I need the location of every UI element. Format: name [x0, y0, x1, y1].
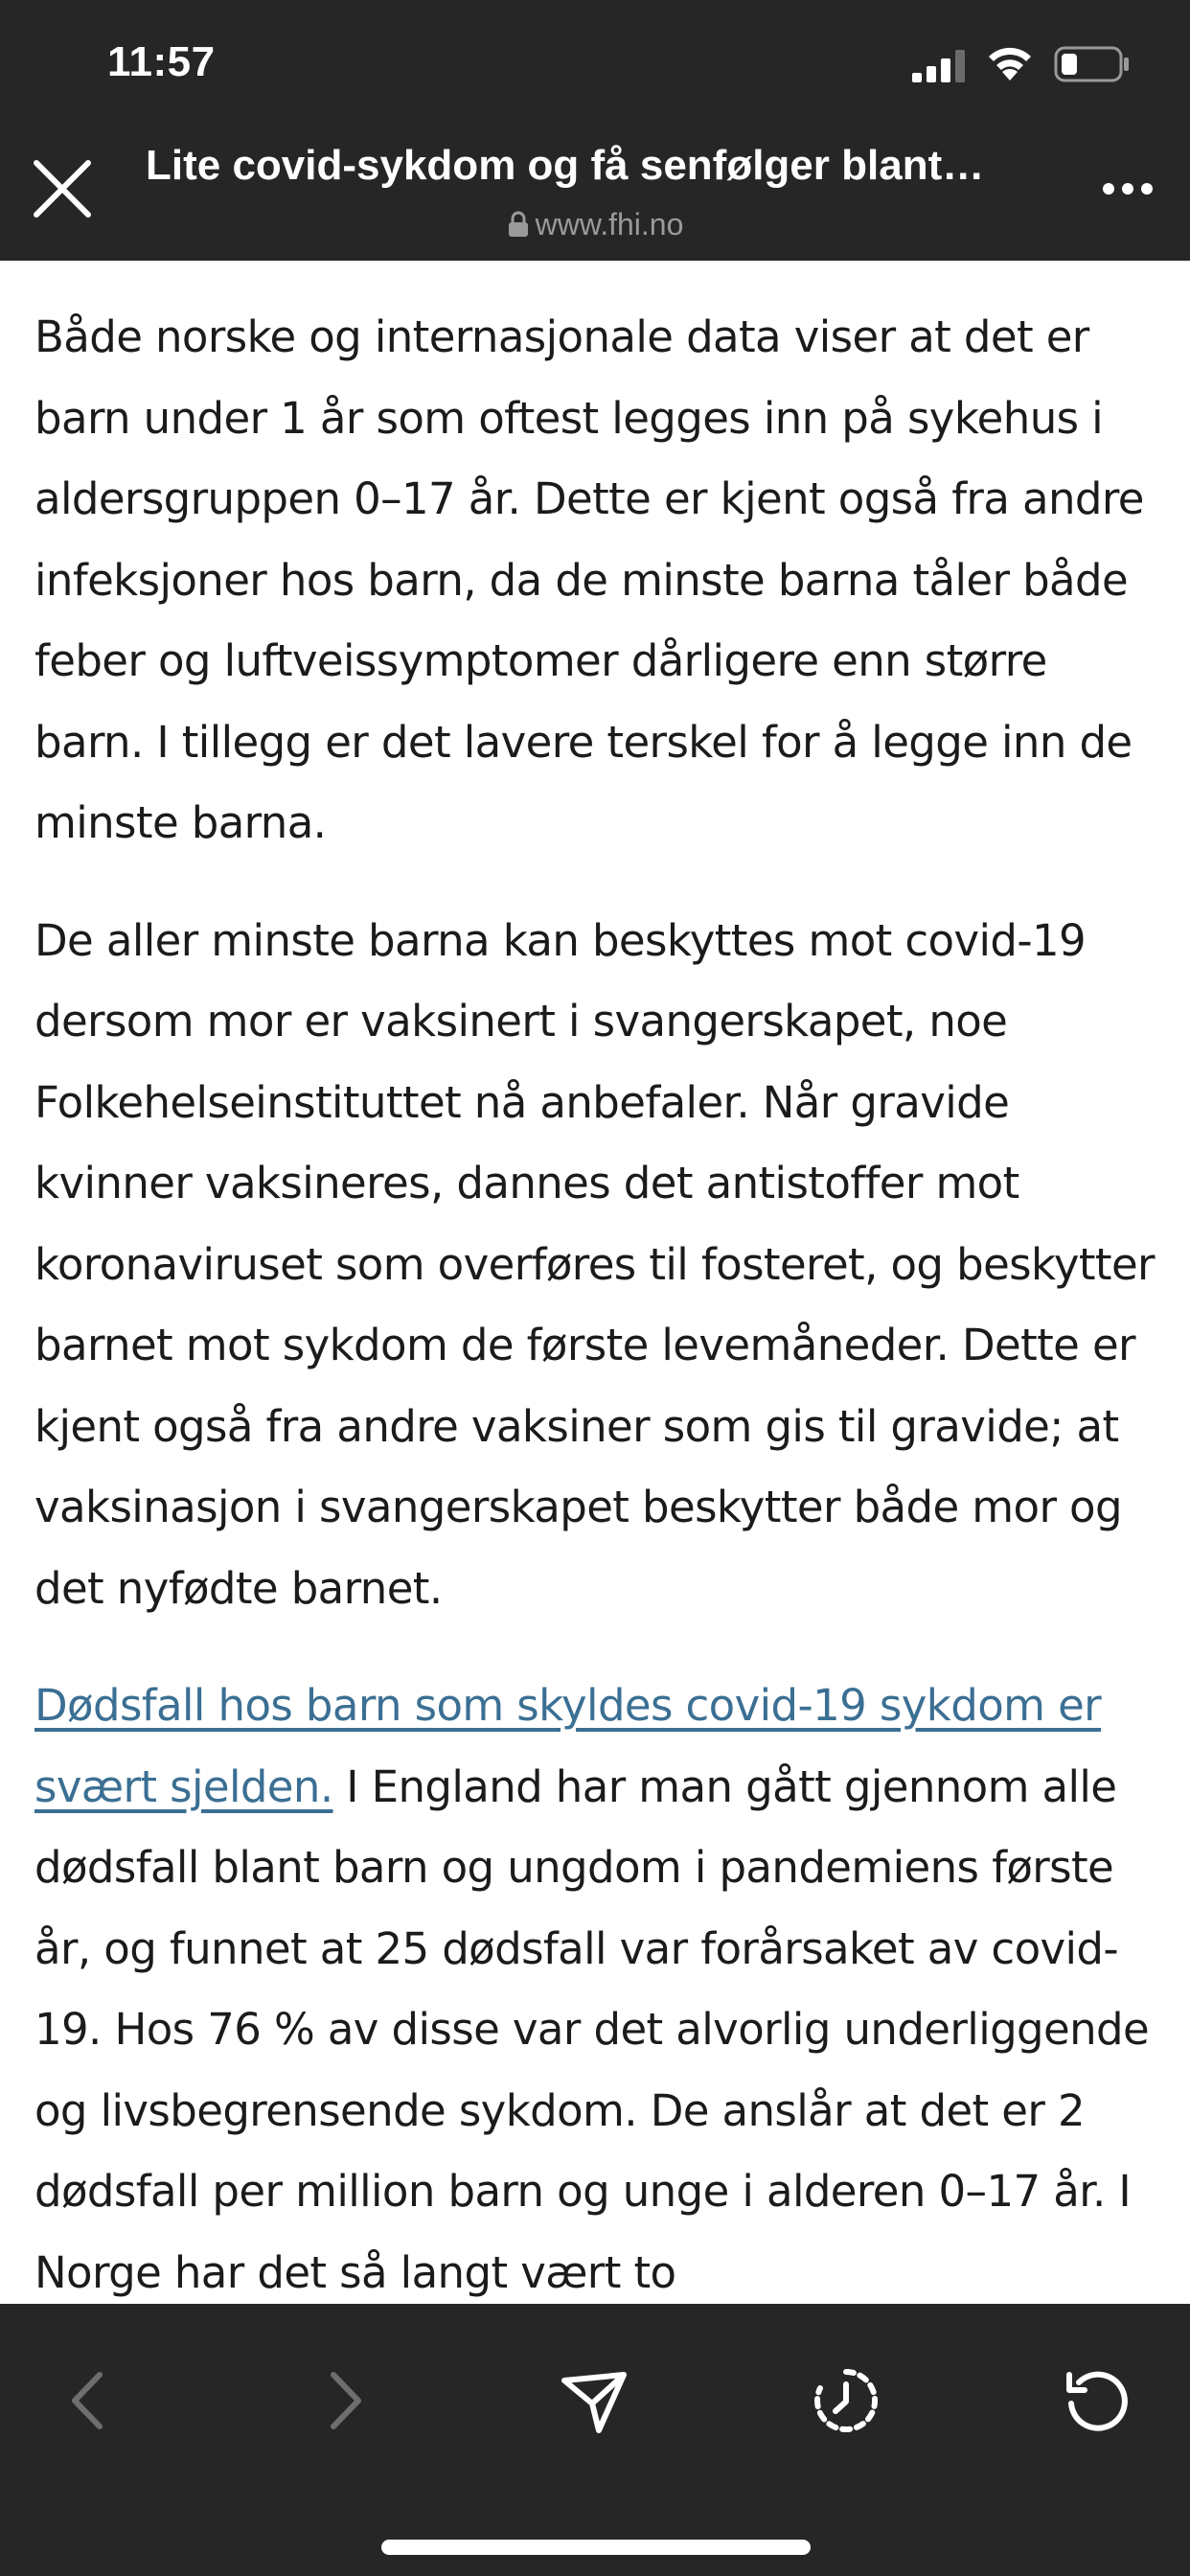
article-paragraph: De aller minste barna kan beskyttes mot covid-19 dersom mor er vaksinert i svangerskapet, noe Folkehelseinstituttet nå anbefaler. Når gravide kvinner vaksineres, dannes det antistoffer mot koronaviruset som overføres til fosteret, og beskytter barnet mot sykdom de første levemåneder. Dette er kjent også fra andre vaksiner som gis til gravide; at vaksinasjon i svangerskapet beskytter både mor og det nyfødte barnet.: [34, 914, 1155, 1614]
top-bar: [0, 0, 1190, 261]
history-icon[interactable]: [812, 2367, 880, 2434]
chevron-right-icon[interactable]: [309, 2367, 376, 2434]
article-paragraph-text: I England har man gått gjennom alle dødsfall blant barn og ungdom i pandemiens første år, og funnet at 25 dødsfall var forårsaket av covid-19. Hos 76 % av disse var det alvorlig underliggende og livsbegrensende sykdom. De anslår at det er 2 dødsfall per million barn og unge i alderen 0–17 år. I Norge har det så langt vært to: [34, 1760, 1150, 2298]
cellular-signal-icon: [912, 50, 966, 82]
chevron-left-icon[interactable]: [57, 2367, 125, 2434]
reload-icon[interactable]: [1064, 2367, 1131, 2434]
article-body: [34, 297, 1156, 2350]
battery-icon: [1054, 46, 1131, 82]
status-time: 11:57: [107, 38, 216, 85]
home-indicator[interactable]: [381, 2540, 811, 2555]
lock-icon: [507, 211, 530, 238]
more-icon[interactable]: [1102, 182, 1154, 196]
bottom-toolbar: [0, 2304, 1190, 2576]
page-title: Lite covid-sykdom og få senfølger blant…: [146, 142, 985, 189]
send-icon[interactable]: [561, 2367, 628, 2434]
wifi-icon: [985, 42, 1035, 82]
url-row[interactable]: [0, 207, 1190, 242]
article-link[interactable]: Dødsfall hos barn som skyldes covid-19 sykdom er svært sjelden.: [34, 1680, 1102, 1812]
article-paragraph: Både norske og internasjonale data viser at det er barn under 1 år som oftest legges inn på sykehus i aldersgruppen 0–17 år. Dette er kjent også fra andre infeksjoner hos barn, da de minste barna tåler både feber og luftveissymptomer dårligere enn større barn. I tillegg er det lavere terskel for å legge inn de minste barna.: [34, 311, 1144, 848]
article-paragraph: [34, 1666, 1156, 2313]
page-url: www.fhi.no: [535, 207, 684, 242]
